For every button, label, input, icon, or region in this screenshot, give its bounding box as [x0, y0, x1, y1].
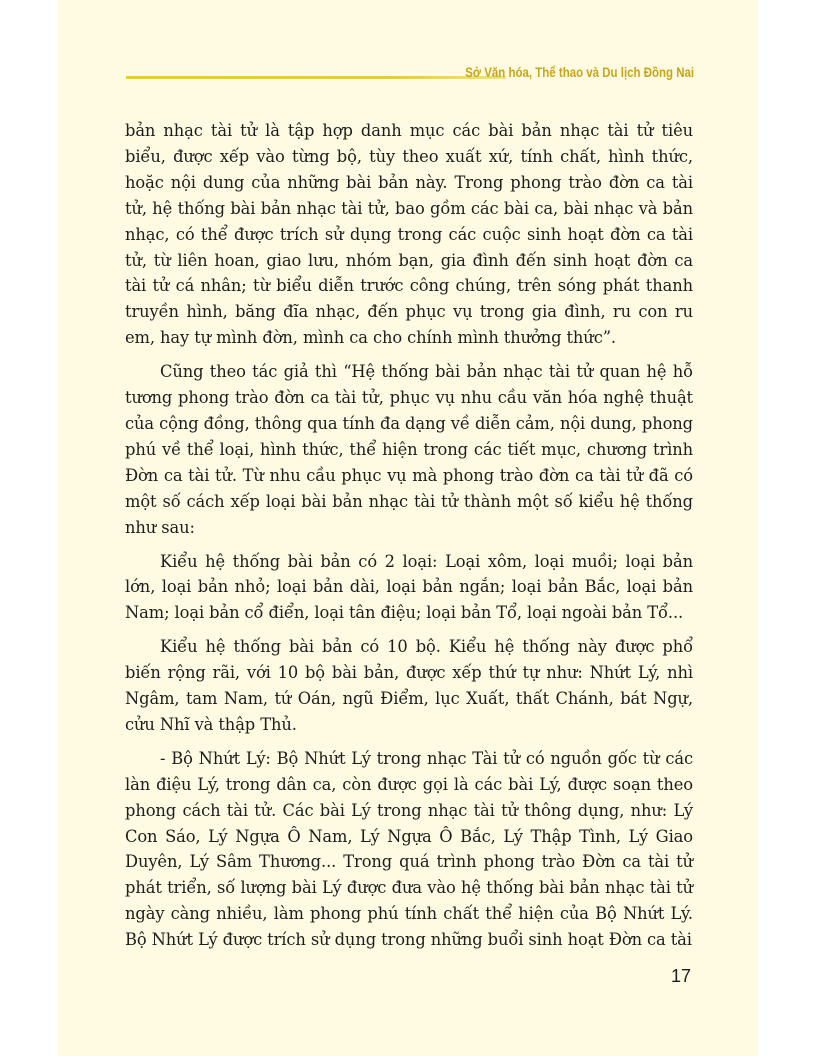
book-page [58, 0, 758, 1056]
header-rule [126, 76, 506, 79]
paragraph: Kiểu hệ thống bài bản có 10 bộ. Kiểu hệ thống này được phổ biến rộng rãi, với 10 bộ bài bản, được xếp thứ tự như: Nhứt Lý, nhì Ngâm, tam Nam, tứ Oán, ngũ Điểm, lục Xuất, thất Chánh, bát Ngự, cửu Nhĩ và thập Thủ. [125, 637, 693, 734]
paragraph: bản nhạc tài tử là tập hợp danh mục các bài bản nhạc tài tử tiêu biểu, được xếp vào từng bộ, tùy theo xuất xứ, tính chất, hình thức, hoặc nội dung của những bài bản này. Trong phong trào đờn ca tài tử, hệ thống bài bản nhạc tài tử, bao gồm các bài ca, bài nhạc và bản nhạc, có thể được trích sử dụng trong các cuộc sinh hoạt đờn ca tài tử, từ liên hoan, giao lưu, nhóm bạn, gia đình đến sinh hoạt đờn ca tài tử cá nhân; từ biểu diễn trước công chúng, trên sóng phát thanh truyền hình, băng đĩa nhạc, đến phục vụ trong gia đình, ru con ru em, hay tự mình đờn, mình ca cho chính mình thưởng thức”. [125, 121, 693, 348]
paragraph: - Bộ Nhứt Lý: Bộ Nhứt Lý trong nhạc Tài tử có nguồn gốc từ các làn điệu Lý, trong dân ca, còn được gọi là các bài Lý, được soạn theo phong cách tài tử. Các bài Lý trong nhạc tài tử thông dụng, như: Lý Con Sáo, Lý Ngựa Ô Nam, Lý Ngựa Ô Bắc, Lý Thập Tình, Lý Giao Duyên, Lý Sâm Thương... Trong quá trình phong trào Đờn ca tài tử phát triển, số lượng bài Lý được đưa vào hệ thống bài bản nhạc tài tử ngày càng nhiều, làm phong phú tính chất thể hiện của Bộ Nhứt Lý. Bộ Nhứt Lý được trích sử dụng trong những buổi sinh hoạt Đờn ca tài [125, 748, 693, 950]
page-number: 17 [670, 966, 691, 986]
paragraph: Kiểu hệ thống bài bản có 2 loại: Loại xôm, loại muồi; loại bản lớn, loại bản nhỏ; loại bản dài, loại bản ngắn; loại bản Bắc, loại bản Nam; loại bản cổ điển, loại tân điệu; loại bản Tổ, loại ngoài bản Tổ... [125, 551, 693, 623]
running-header: Sở Văn hóa, Thể thao và Du lịch Đồng Nai [465, 64, 694, 80]
body-text [125, 118, 693, 961]
paragraph: Cũng theo tác giả thì “Hệ thống bài bản nhạc tài tử quan hệ hỗ tương phong trào đờn ca tài tử, phục vụ nhu cầu văn hóa nghệ thuật của cộng đồng, thông qua tính đa dạng về diễn cảm, nội dung, phong phú về thể loại, hình thức, thể hiện trong các tiết mục, chương trình Đờn ca tài tử. Từ nhu cầu phục vụ mà phong trào đờn ca tài tử đã có một số cách xếp loại bài bản nhạc tài tử thành một số kiểu hệ thống như sau: [125, 362, 693, 537]
